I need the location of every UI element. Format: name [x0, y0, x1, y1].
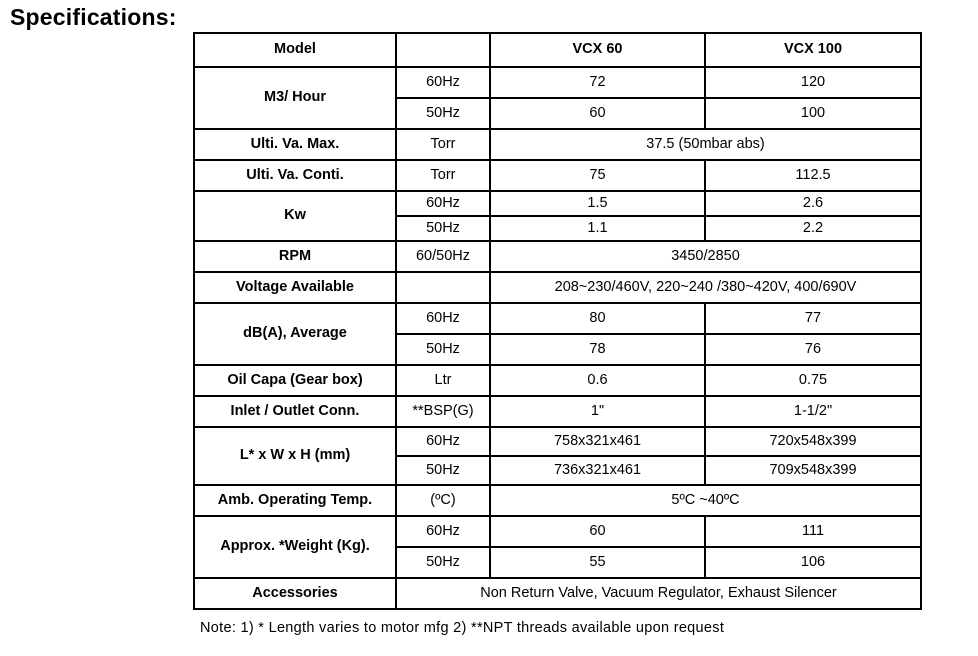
value-vcx60: 1": [490, 396, 705, 427]
row-label-ulti-conti: Ulti. Va. Conti.: [194, 160, 396, 191]
unit-cell: Torr: [396, 129, 490, 160]
header-vcx60: VCX 60: [490, 33, 705, 67]
table-row: [194, 160, 921, 191]
value-merged: 5ºC ~40ºC: [490, 485, 921, 516]
value-vcx60: 55: [490, 547, 705, 578]
unit-cell: 50Hz: [396, 98, 490, 129]
value-vcx60: 72: [490, 67, 705, 98]
row-label-dimensions: L* x W x H (mm): [194, 427, 396, 485]
table-row: [194, 241, 921, 272]
unit-cell: 60Hz: [396, 67, 490, 98]
row-label-voltage: Voltage Available: [194, 272, 396, 303]
unit-cell: 50Hz: [396, 456, 490, 485]
value-merged: 208~230/460V, 220~240 /380~420V, 400/690V: [490, 272, 921, 303]
table-row: [194, 396, 921, 427]
row-label-oil: Oil Capa (Gear box): [194, 365, 396, 396]
table-row: [194, 578, 921, 609]
value-vcx60: 60: [490, 98, 705, 129]
unit-cell: 60Hz: [396, 516, 490, 547]
header-model: Model: [194, 33, 396, 67]
table-row: [194, 129, 921, 160]
value-vcx60: 1.1: [490, 216, 705, 241]
value-vcx100: 77: [705, 303, 921, 334]
unit-cell: 60/50Hz: [396, 241, 490, 272]
value-vcx100: 0.75: [705, 365, 921, 396]
table-row: [194, 67, 921, 98]
value-vcx100: 120: [705, 67, 921, 98]
row-label-accessories: Accessories: [194, 578, 396, 609]
value-vcx60: 75: [490, 160, 705, 191]
value-vcx100: 720x548x399: [705, 427, 921, 456]
footnote: Note: 1) * Length varies to motor mfg 2) **NPT threads available upon request: [200, 620, 725, 636]
value-vcx60: 758x321x461: [490, 427, 705, 456]
value-vcx60: 0.6: [490, 365, 705, 396]
table-row: [194, 272, 921, 303]
table-row: [194, 365, 921, 396]
row-label-rpm: RPM: [194, 241, 396, 272]
row-label-ulti-max: Ulti. Va. Max.: [194, 129, 396, 160]
value-vcx100: 112.5: [705, 160, 921, 191]
unit-cell: 60Hz: [396, 427, 490, 456]
unit-cell: 50Hz: [396, 334, 490, 365]
unit-cell: 50Hz: [396, 547, 490, 578]
value-merged: Non Return Valve, Vacuum Regulator, Exhaust Silencer: [396, 578, 921, 609]
value-vcx60: 1.5: [490, 191, 705, 216]
value-vcx100: 2.2: [705, 216, 921, 241]
table-row: [194, 516, 921, 547]
unit-cell: Torr: [396, 160, 490, 191]
value-vcx60: 80: [490, 303, 705, 334]
table-header-row: [194, 33, 921, 67]
value-vcx100: 2.6: [705, 191, 921, 216]
specifications-table: [193, 32, 922, 610]
table-row: [194, 303, 921, 334]
page-title: Specifications:: [10, 4, 177, 30]
value-vcx60: 60: [490, 516, 705, 547]
value-vcx60: 736x321x461: [490, 456, 705, 485]
row-label-inlet: Inlet / Outlet Conn.: [194, 396, 396, 427]
value-merged: 3450/2850: [490, 241, 921, 272]
value-vcx100: 76: [705, 334, 921, 365]
value-vcx60: 78: [490, 334, 705, 365]
header-vcx100: VCX 100: [705, 33, 921, 67]
header-unit: [396, 33, 490, 67]
unit-cell: 60Hz: [396, 303, 490, 334]
table-row: [194, 427, 921, 456]
unit-cell: (ºC): [396, 485, 490, 516]
value-vcx100: 111: [705, 516, 921, 547]
row-label-temp: Amb. Operating Temp.: [194, 485, 396, 516]
unit-cell: [396, 272, 490, 303]
row-label-db: dB(A), Average: [194, 303, 396, 365]
value-vcx100: 709x548x399: [705, 456, 921, 485]
value-vcx100: 106: [705, 547, 921, 578]
row-label-weight: Approx. *Weight (Kg).: [194, 516, 396, 578]
value-vcx100: 100: [705, 98, 921, 129]
unit-cell: Ltr: [396, 365, 490, 396]
value-merged: 37.5 (50mbar abs): [490, 129, 921, 160]
row-label-kw: Kw: [194, 191, 396, 241]
table-row: [194, 191, 921, 216]
unit-cell: **BSP(G): [396, 396, 490, 427]
row-label-m3-hour: M3/ Hour: [194, 67, 396, 129]
table-row: [194, 485, 921, 516]
value-vcx100: 1-1/2": [705, 396, 921, 427]
unit-cell: 60Hz: [396, 191, 490, 216]
unit-cell: 50Hz: [396, 216, 490, 241]
